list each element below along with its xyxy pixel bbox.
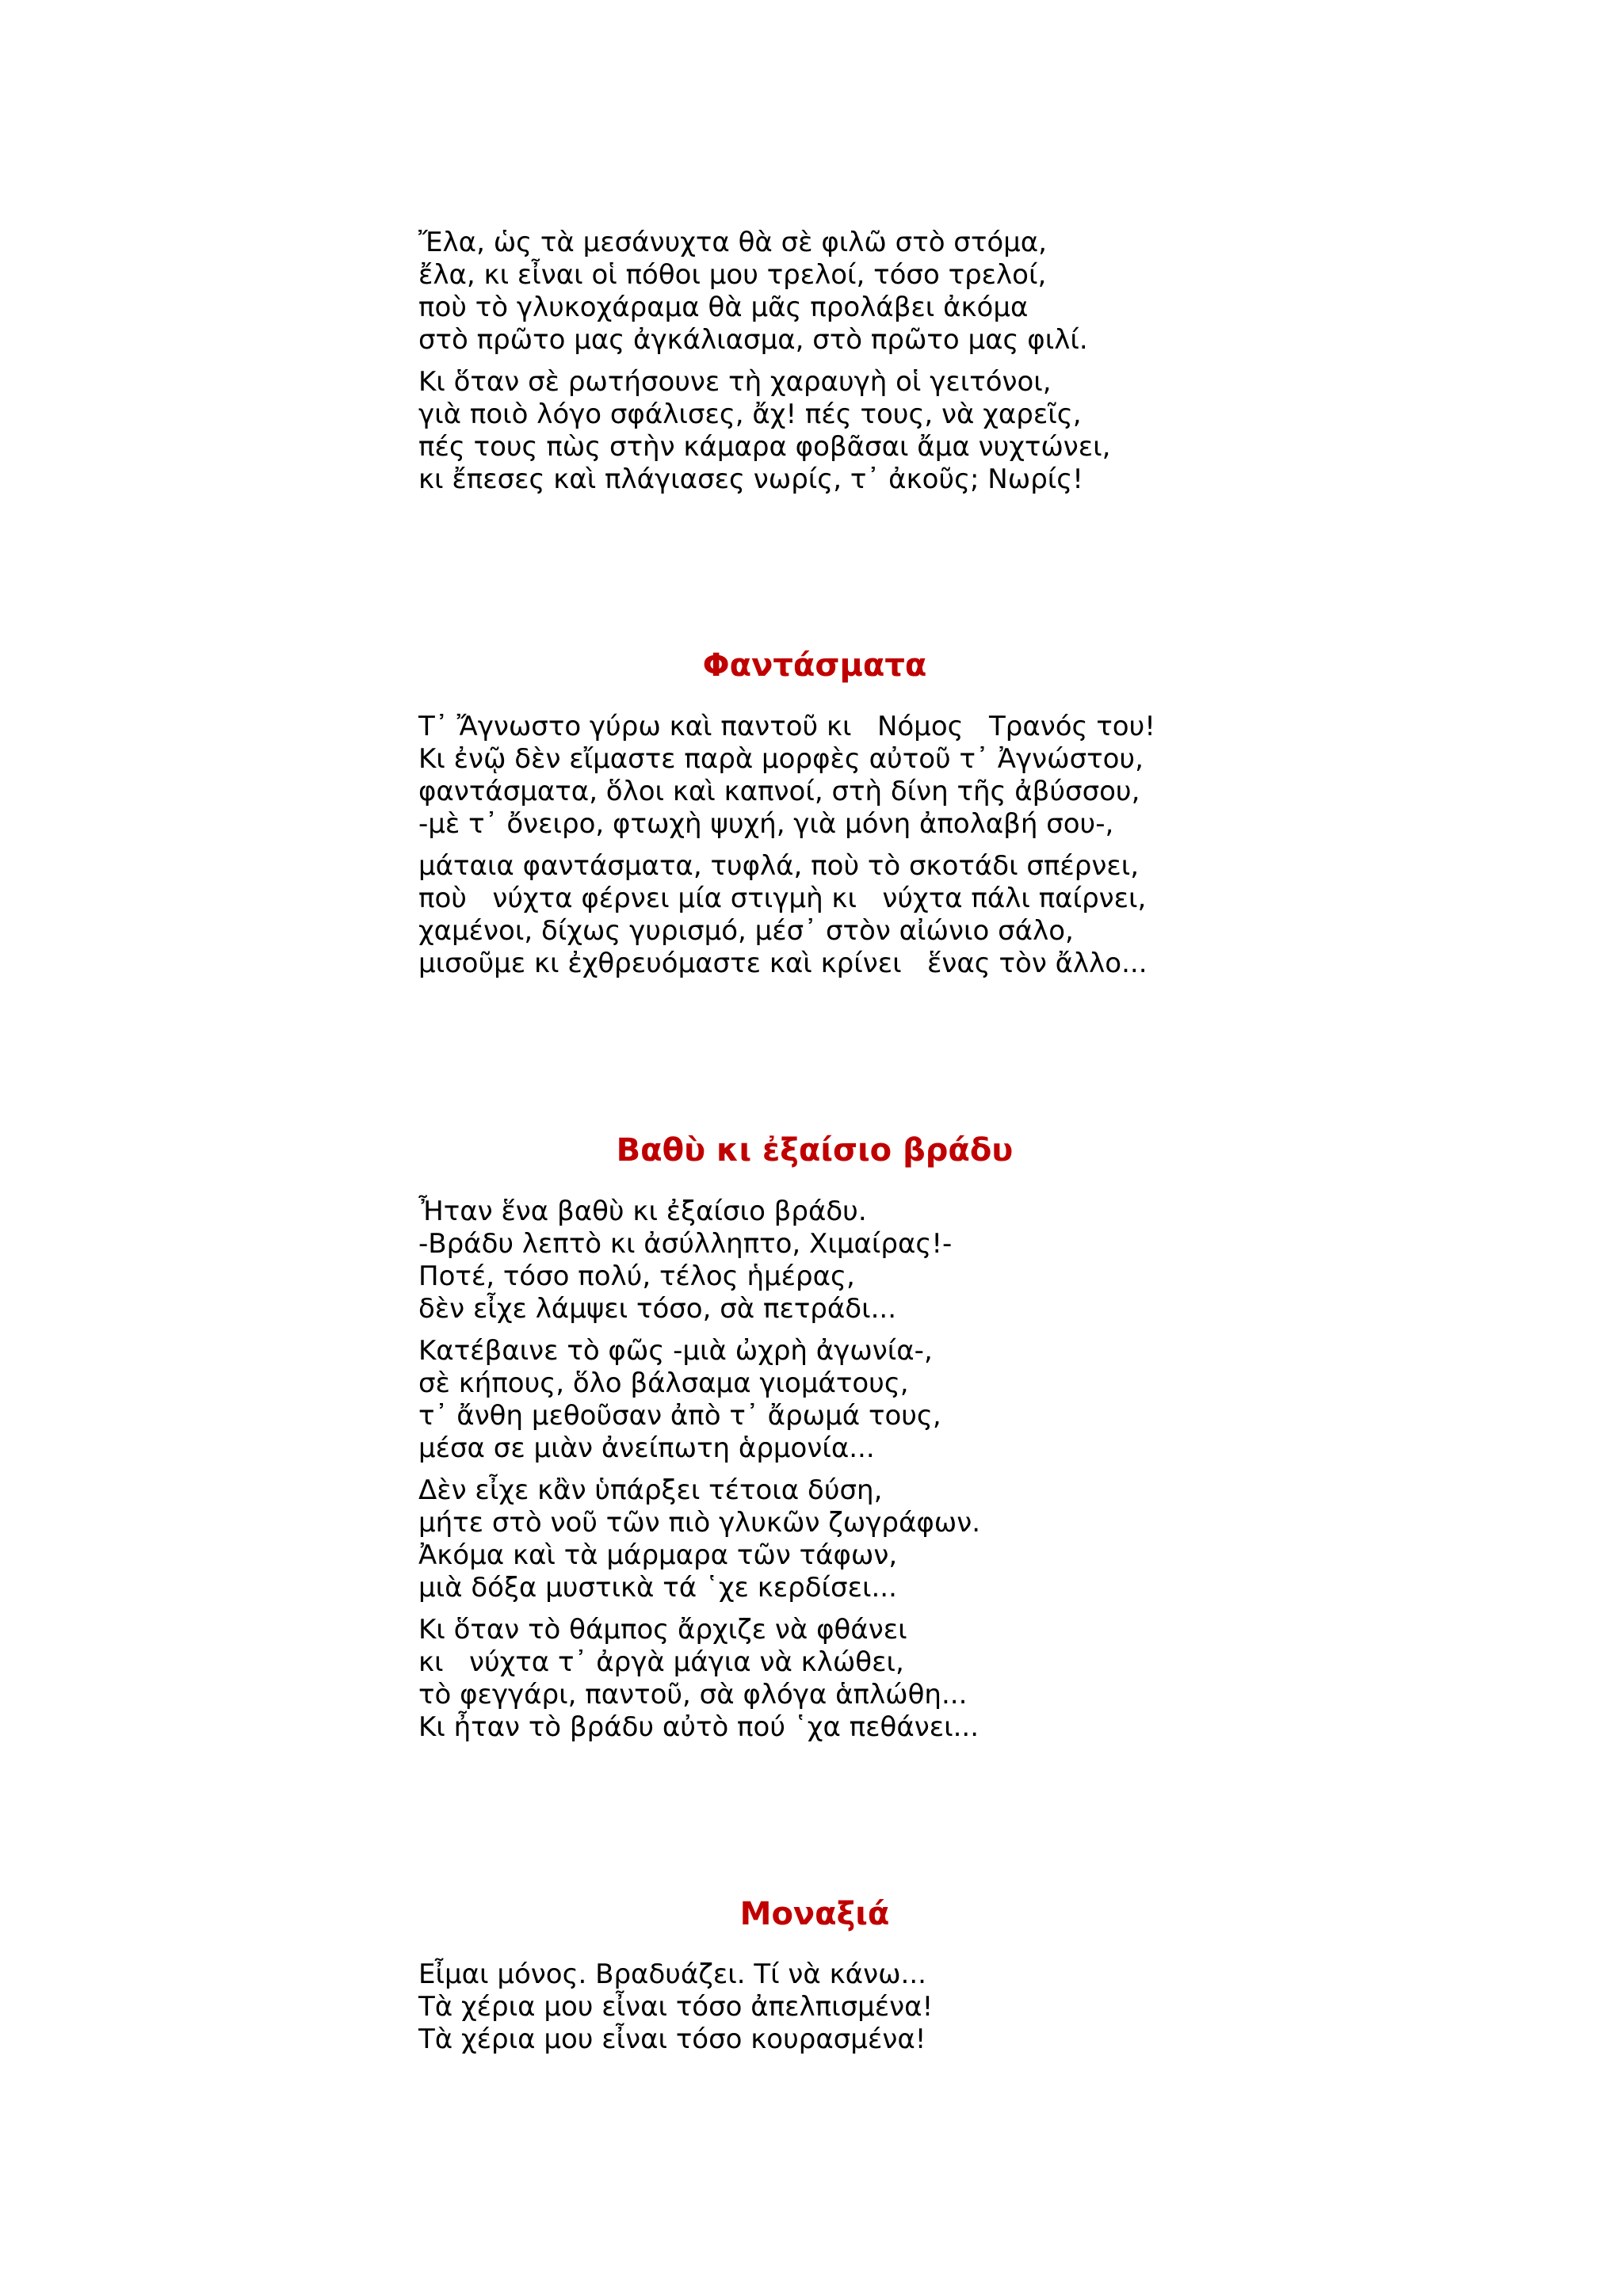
verse-line: κι νύχτα τ᾽ ἀργὰ μάγια νὰ κλώθει, (418, 1646, 904, 1678)
verse-line: Κι ἦταν τὸ βράδυ αὐτὸ πού ῾χα πεθάνει... (418, 1711, 980, 1743)
verse-line: Ἀκόμα καὶ τὰ μάρμαρα τῶν τάφων, (418, 1539, 898, 1571)
verse-line: ποὺ τὸ γλυκοχάραμα θὰ μᾶς προλάβει ἀκόμα (418, 292, 1029, 323)
verse-line: Τ᾽ Ἄγνωστο γύρω καὶ παντοῦ κι Νόμος Τρανός του! (418, 711, 1155, 742)
poem-1-stanza-1 (418, 227, 1211, 357)
poem-2-stanza-2 (418, 850, 1211, 980)
verse-line: μήτε στὸ νοῦ τῶν πιὸ γλυκῶν ζωγράφων. (418, 1507, 981, 1539)
poem-2-stanza-1 (418, 711, 1211, 841)
poem-2 (418, 711, 1211, 990)
poem-4 (418, 1958, 1211, 2065)
verse-line: Εἶμαι μόνος. Βραδυάζει. Τί νὰ κάνω... (418, 1958, 926, 1990)
verse-line: -μὲ τ᾽ ὄνειρο, φτωχὴ ψυχή, γιὰ μόνη ἀπολαβή σου-, (418, 808, 1114, 840)
verse-line: στὸ πρῶτο μας ἀγκάλιασμα, στὸ πρῶτο μας φιλί. (418, 324, 1088, 356)
verse-line: γιὰ ποιὸ λόγο σφάλισες, ἄχ! πές τους, νὰ χαρεῖς, (418, 399, 1082, 430)
verse-line: -Βράδυ λεπτὸ κι ἀσύλληπτο, Χιμαίρας!- (418, 1228, 953, 1260)
poem-3-stanza-4 (418, 1614, 1211, 1744)
verse-line: σὲ κήπους, ὅλο βάλσαμα γιομάτους, (418, 1367, 909, 1399)
poem-4-stanza-1 (418, 1958, 1211, 2056)
verse-line: δὲν εἶχε λάμψει τόσο, σὰ πετράδι... (418, 1293, 897, 1325)
verse-line: μάταια φαντάσματα, τυφλά, ποὺ τὸ σκοτάδι σπέρνει, (418, 850, 1140, 882)
verse-line: μέσα σε μιὰν ἀνείπωτη ἁρμονία... (418, 1432, 875, 1464)
poem-3-stanza-3 (418, 1474, 1211, 1604)
verse-line: Ποτέ, τόσο πολύ, τέλος ἡμέρας, (418, 1261, 855, 1292)
poem-1 (418, 227, 1211, 505)
verse-line: πές τους πὼς στὴν κάμαρα φοβᾶσαι ἄμα νυχτώνει, (418, 431, 1111, 463)
verse-line: Τὰ χέρια μου εἶναι τόσο ἀπελπισμένα! (418, 1991, 934, 2023)
poem-4-title: Μοναξιά (739, 1896, 890, 1932)
verse-line: μιὰ δόξα μυστικὰ τά ῾χε κερδίσει... (418, 1572, 897, 1604)
verse-line: μισοῦμε κι ἐχθρευόμαστε καὶ κρίνει ἕνας τὸν ἄλλο... (418, 948, 1148, 979)
poem-3 (418, 1196, 1211, 1753)
verse-line: φαντάσματα, ὅλοι καὶ καπνοί, στὴ δίνη τῆς ἀβύσσου, (418, 776, 1140, 807)
verse-line: ποὺ νύχτα φέρνει μία στιγμὴ κι νύχτα πάλι παίρνει, (418, 883, 1147, 914)
poem-2-title: Φαντάσματα (702, 647, 927, 684)
verse-line: Ἔλα, ὡς τὰ μεσάνυχτα θὰ σὲ φιλῶ στὸ στόμα, (418, 227, 1047, 258)
verse-line: Κατέβαινε τὸ φῶς -μιὰ ὠχρὴ ἀγωνία-, (418, 1335, 933, 1367)
poem-1-stanza-2 (418, 366, 1211, 496)
verse-line: Κι ἐνῷ δὲν εἴμαστε παρὰ μορφὲς αὐτοῦ τ᾽ Ἀγνώστου, (418, 743, 1144, 775)
verse-line: Κι ὅταν τὸ θάμπος ἄρχιζε νὰ φθάνει (418, 1614, 907, 1646)
verse-line: Ἦταν ἕνα βαθὺ κι ἐξαίσιο βράδυ. (418, 1196, 867, 1227)
verse-line: κι ἔπεσες καὶ πλάγιασες νωρίς, τ᾽ ἀκοῦς; Νωρίς! (418, 463, 1083, 495)
verse-line: τὸ φεγγάρι, παντοῦ, σὰ φλόγα ἁπλώθη... (418, 1679, 968, 1711)
verse-line: Κι ὅταν σὲ ρωτήσουνε τὴ χαραυγὴ οἱ γειτόνοι, (418, 366, 1052, 398)
poem-3-stanza-2 (418, 1335, 1211, 1465)
verse-line: Τὰ χέρια μου εἶναι τόσο κουρασμένα! (418, 2023, 926, 2055)
poem-3-stanza-1 (418, 1196, 1211, 1325)
verse-line: ἔλα, κι εἶναι οἱ πόθοι μου τρελοί, τόσο τρελοί, (418, 259, 1047, 291)
poem-3-title: Βαθὺ κι ἐξαίσιο βράδυ (616, 1132, 1014, 1169)
verse-line: τ᾽ ἄνθη μεθοῦσαν ἀπὸ τ᾽ ἄρωμά τους, (418, 1400, 941, 1432)
verse-line: χαμένοι, δίχως γυρισμό, μέσ᾽ στὸν αἰώνιο σάλο, (418, 915, 1074, 947)
verse-line: Δὲν εἶχε κἂν ὑπάρξει τέτοια δύση, (418, 1474, 883, 1506)
